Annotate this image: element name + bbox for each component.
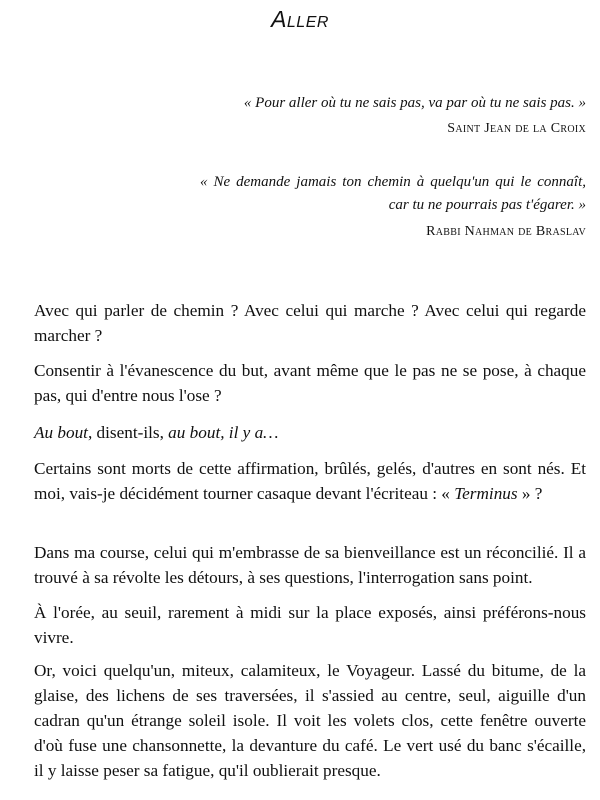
epigraph-quote: « Pour aller où tu ne sais pas, va par où tu ne sais pas. » [243,95,586,111]
text-fragment: , disent-ils, [87,423,169,442]
italic-phrase: au bout, il y a… [168,423,279,442]
paragraph: Dans ma course, celui qui m'embrasse de sa bienveillance est un réconcilié. Il a trouvé à sa révolte les détours, à ses questions, l'interrogation sans point. [34,543,586,587]
epigraph-quote: « Ne demande jamais ton chemin à quelqu'un qui le connaît, car tu ne pourrais pas t'égarer. » [200,174,586,213]
text-fragment: Certains sont morts de cette affirmation, brûlés, gelés, d'autres en sont nés. Et moi, vais-je décidément tourner casaque devant l'écriteau : « [34,459,586,503]
italic-word: Terminus [454,484,518,503]
text-fragment: » ? [517,484,543,503]
paragraph: Avec qui parler de chemin ? Avec celui qui marche ? Avec celui qui regarde marcher ? [34,301,586,345]
page-title: Aller [271,6,329,32]
italic-phrase: Au bout [34,423,88,442]
epigraph-author: Rabbi Nahman de Braslav [426,224,586,239]
epigraph-author: Saint Jean de la Croix [447,121,586,136]
paragraph: Or, voici quelqu'un, miteux, calamiteux, le Voyageur. Lassé du bitume, de la glaise, des lichens de ses traversées, il s'assied au centre, seul, aiguille d'un cadran qu'un étrange soleil isole. Il voit les volets clos, cette fenêtre ouverte d'où fuse une chansonnette, la devanture du café. Le vert usé du banc s'écaille, il y laisse peser sa fatigue, qu'il oublierait presque. [34,661,586,780]
paragraph [34,456,586,506]
paragraph [34,420,586,445]
paragraph: À l'orée, au seuil, rarement à midi sur la place exposés, ainsi préférons-nous vivre. [34,603,586,647]
paragraph: Consentir à l'évanescence du but, avant même que le pas ne se pose, à chaque pas, qui d'entre nous l'ose ? [34,361,586,405]
